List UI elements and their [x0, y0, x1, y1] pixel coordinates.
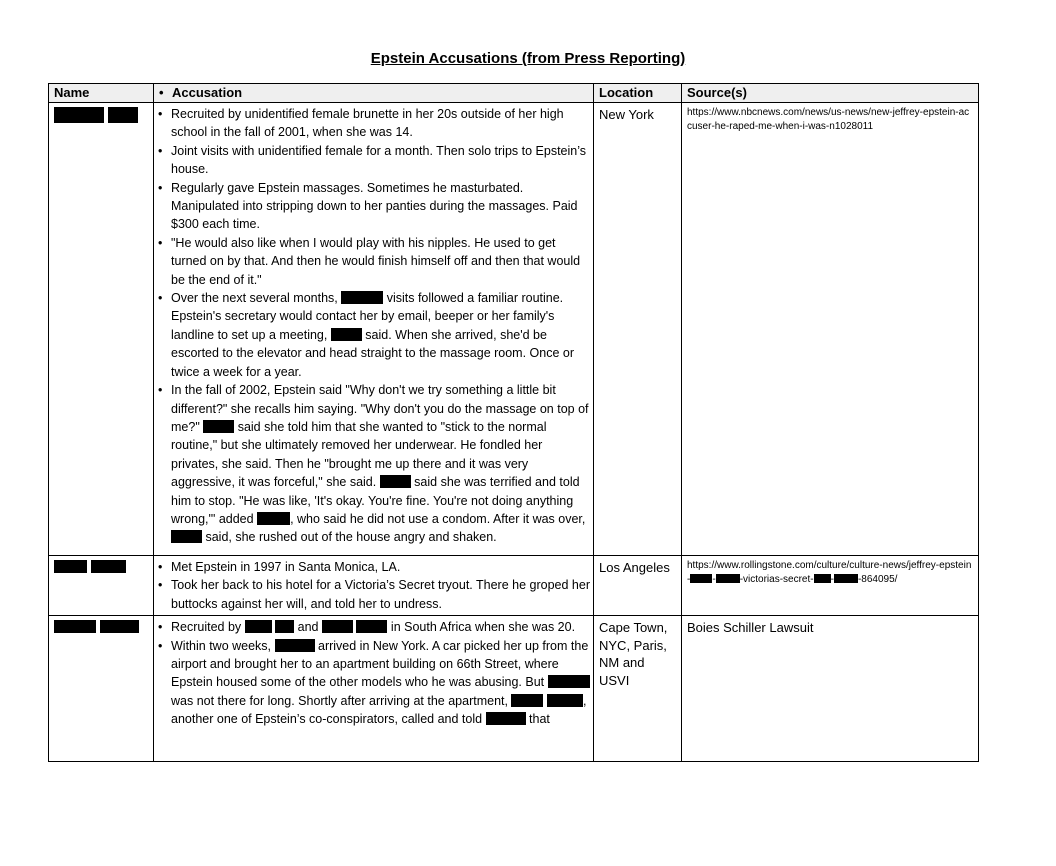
bullet-marker: • [158, 180, 163, 195]
table-row [49, 556, 979, 616]
col-header-location: Location [594, 84, 682, 103]
source-cell [682, 103, 979, 556]
redaction-box [275, 639, 315, 652]
name-cell [49, 616, 154, 762]
bullet-marker: • [158, 638, 163, 653]
name-redaction-box [54, 107, 104, 123]
col-header-name: Name [49, 84, 154, 103]
bullet-text: Recruited by and in South Africa when she was 20. [171, 620, 576, 635]
accusation-bullet [158, 618, 590, 636]
source-text: Boies Schiller Lawsuit [687, 620, 814, 636]
name-cell [49, 556, 154, 616]
source-url-text: https://www.nbcnews.com/news/us-news/new-jeffrey-epstein-accuser-he-raped-me-when-i-was-n1028011 [687, 107, 970, 132]
source-cell [682, 556, 979, 616]
name-redaction-box [54, 560, 87, 573]
bullet-marker: • [158, 107, 163, 121]
accusation-bullet [158, 637, 590, 729]
name-redaction-box [108, 107, 138, 123]
bullet-text: Met Epstein in 1997 in Santa Monica, LA. [171, 560, 401, 574]
redaction-box [203, 420, 234, 433]
redaction-box [322, 620, 353, 633]
bullet-marker: • [158, 291, 163, 306]
bullet-text: Within two weeks, arrived in New York. A car picked her up from the airport and brought her to an apartment building on 66th Street, where Epstein housed some of the other models who he was abusing. But was not there for long. Shortly after arriving at the apartment, , another one of Epstein’s co-conspirators, called and told that [171, 638, 589, 727]
location-cell: Cape Town, NYC, Paris, NM and USVI [594, 616, 682, 762]
accusation-bullet [158, 142, 590, 179]
accusation-cell [154, 616, 594, 762]
accusation-bullet [158, 234, 590, 289]
location-cell: New York [594, 103, 682, 556]
redaction-box [257, 512, 290, 525]
accusation-bullet [158, 179, 590, 234]
name-redaction-box [91, 560, 126, 573]
source-url-text: https://www.rollingstone.com/culture/culture-news/jeffrey-epstein- - -victorias-secret- - -864095/ [687, 560, 972, 585]
bullet-marker: • [158, 620, 163, 635]
accusation-bullet [158, 381, 590, 547]
redaction-box [275, 620, 294, 633]
col-header-accusation: • Accusation [154, 84, 594, 103]
accusation-cell [154, 103, 594, 556]
table-body [49, 103, 979, 762]
bullet-text: Joint visits with unidentified female for a month. Then solo trips to Epstein’s house. [171, 143, 587, 177]
page-title: Epstein Accusations (from Press Reporting) [370, 50, 686, 67]
bullet-text: Over the next several months, visits followed a familiar routine. Epstein's secretary would contact her by email, beeper or her family's landline to set up a meeting, said. When she arrived, she'd be escorted to the elevator and head straight to the massage room. Once or twice a week for a year. [171, 291, 575, 379]
redaction-box [690, 574, 712, 583]
accusation-bullet [158, 105, 590, 142]
table-row [49, 616, 979, 762]
redaction-box [245, 620, 272, 633]
bullet-text: Took her back to his hotel for a Victoria’s Secret tryout. There he groped her buttocks against her will, and told her to undress. [171, 578, 590, 611]
table-row [49, 103, 979, 556]
location-cell: Los Angeles [594, 556, 682, 616]
redaction-box [341, 291, 383, 304]
accusation-cell [154, 556, 594, 616]
bullet-marker: • [158, 560, 163, 574]
redaction-box [511, 694, 543, 707]
name-redaction-box [100, 620, 139, 633]
name-redaction-box [54, 620, 96, 633]
redaction-box [834, 574, 858, 583]
name-cell [49, 103, 154, 556]
redaction-box [380, 475, 411, 488]
col-header-sources: Source(s) [682, 84, 979, 103]
accusation-bullet [158, 558, 590, 576]
accusation-bullet [158, 289, 590, 381]
bullet-marker: • [158, 383, 163, 398]
redaction-box [356, 620, 387, 633]
bullet-marker: • [158, 235, 163, 250]
accusation-bullet [158, 576, 590, 613]
redaction-box [486, 712, 526, 725]
bullet-marker: • [159, 85, 164, 100]
bullet-text: "He would also like when I would play with his nipples. He used to get turned on by that. And then he would finish himself off and then that would be the end of it." [171, 235, 581, 287]
bullet-text: In the fall of 2002, Epstein said "Why don't we try something a little bit different?" she recalls him saying. "Why don't you do the massage on top of me?" said she told him that she wanted to "stick to the normal routine," but she ultimately removed her underwear. He fondled her privates, she said. Then he "brought me up there and it was very aggressive, it was forceful," she said. said she was terrified and told him to stop. "He was like, 'It's okay. You're fine. You're not doing anything wrong,'" added , who said he did not use a condom. After it was over, said, she rushed out of the house angry and shaken. [171, 383, 589, 545]
redaction-box [716, 574, 740, 583]
document-page [0, 50, 1056, 762]
bullet-text: Regularly gave Epstein massages. Sometimes he masturbated. Manipulated into stripping down to her panties during the massages. Paid $300 each time. [171, 180, 578, 232]
redaction-box [814, 574, 831, 583]
accusations-table [48, 83, 979, 762]
redaction-box [547, 694, 583, 707]
table-header-row [49, 84, 979, 103]
redaction-box [171, 530, 202, 543]
bullet-marker: • [158, 143, 163, 158]
bullet-text: Recruited by unidentified female brunette in her 20s outside of her high school in the fall of 2001, when she was 14. [171, 107, 564, 140]
source-cell [682, 616, 979, 762]
redaction-box [331, 328, 362, 341]
redaction-box [548, 675, 590, 688]
bullet-marker: • [158, 578, 163, 593]
